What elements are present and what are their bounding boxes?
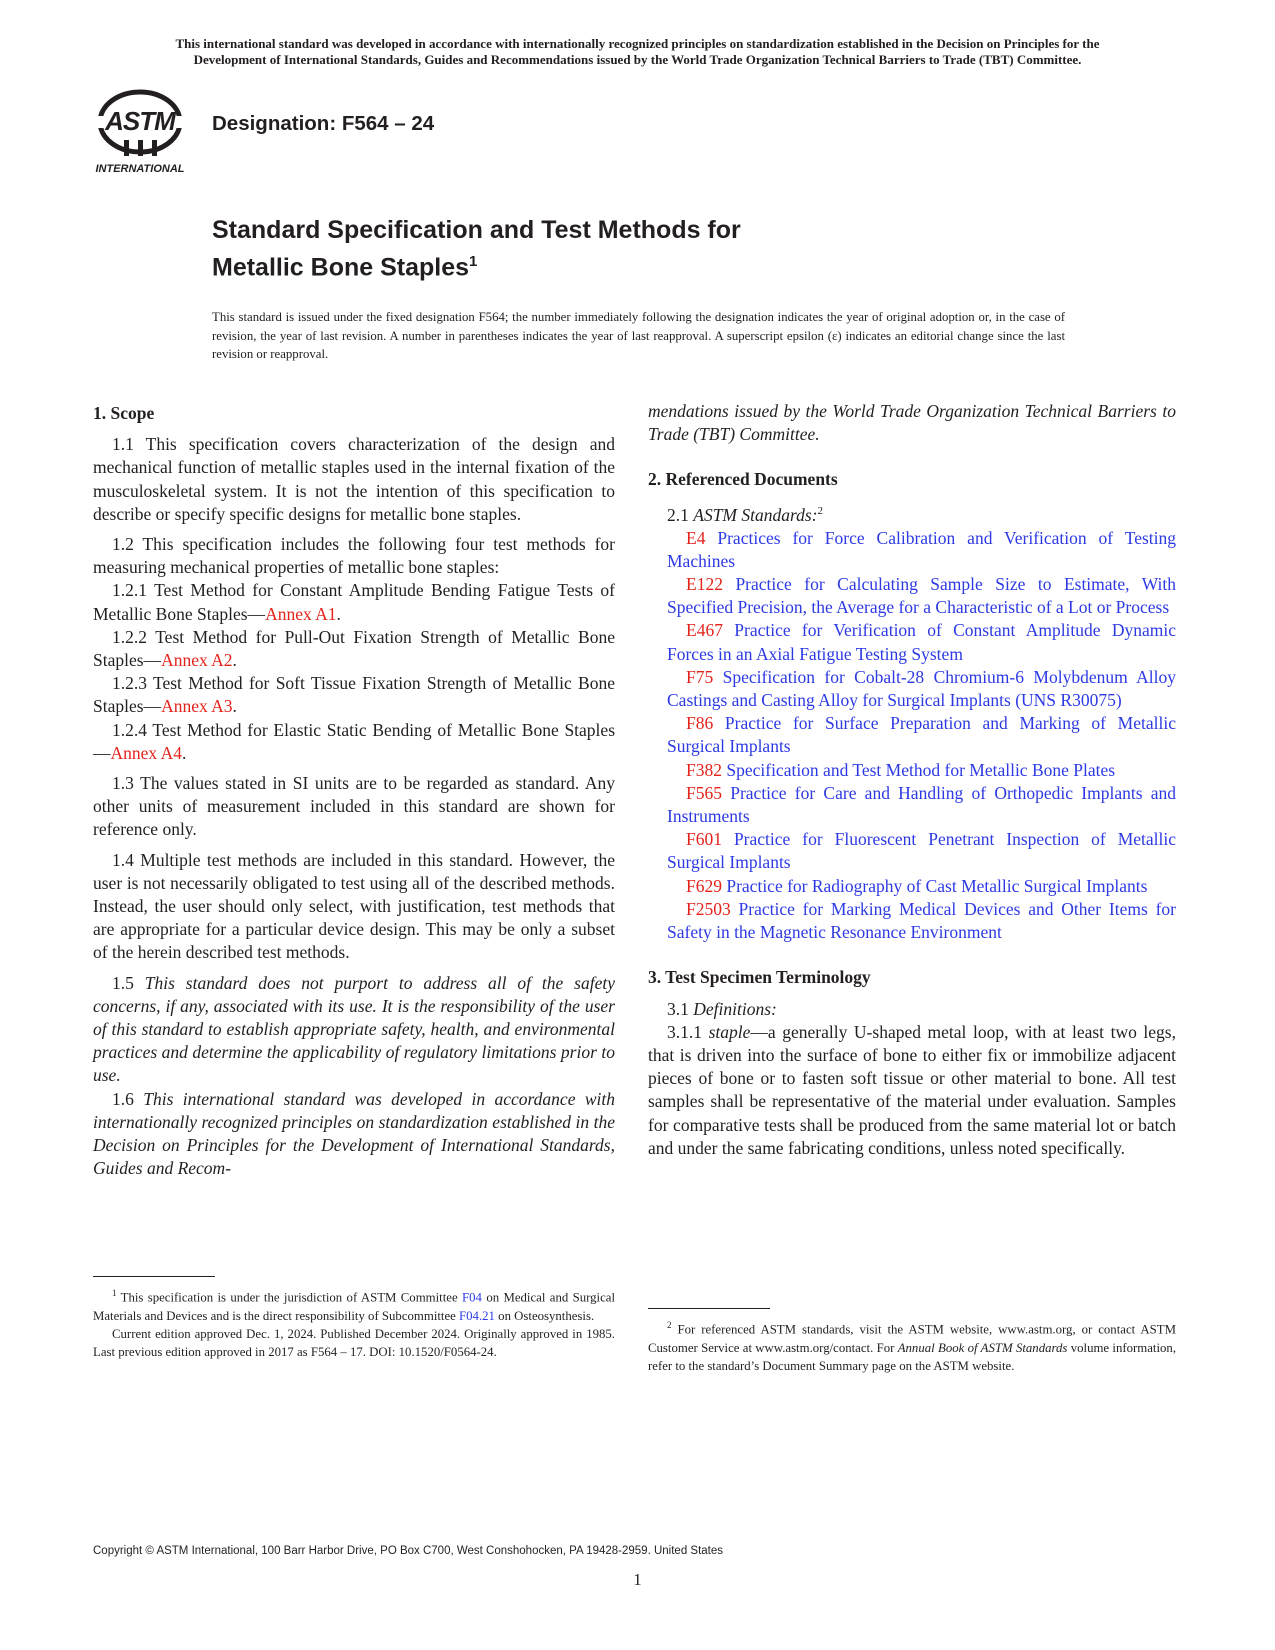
footnote-rule-left bbox=[93, 1276, 215, 1277]
reference-code[interactable]: F382 bbox=[686, 759, 722, 780]
title-footnote-mark: 1 bbox=[469, 253, 478, 270]
page-title bbox=[212, 214, 741, 283]
reference-item[interactable] bbox=[648, 527, 1176, 573]
reference-title[interactable]: Practice for Marking Medical Devices and Other Items for Safety in the Magnetic Resonance Environment bbox=[667, 898, 1177, 943]
footnote-2-mark: 2 bbox=[667, 1320, 672, 1330]
subcommittee-f04-21-link[interactable]: F04.21 bbox=[459, 1308, 495, 1323]
reference-item[interactable] bbox=[648, 898, 1176, 944]
reference-item[interactable] bbox=[648, 875, 1176, 898]
footnote-1-para bbox=[93, 1284, 615, 1325]
designation: Designation: F564 – 24 bbox=[212, 112, 435, 135]
reference-code[interactable]: F2503 bbox=[686, 898, 731, 919]
para-1-2-1: 1.2.1 Test Method for Constant Amplitude Bending Fatigue Tests of Metallic Bone Staples—Annex A1. bbox=[93, 580, 615, 624]
para-1-5 bbox=[93, 972, 615, 1088]
para-1-2-4-text: 1.2.4 Test Method for Elastic Static Bending of Metallic Bone Staples— bbox=[93, 719, 615, 763]
reference-item[interactable] bbox=[648, 573, 1176, 619]
left-column bbox=[93, 402, 615, 1181]
para-1-2-3: 1.2.3 Test Method for Soft Tissue Fixation Strength of Metallic Bone Staples—Annex A3. bbox=[93, 673, 615, 717]
para-1-4: 1.4 Multiple test methods are included in this standard. However, the user is not necessarily obligated to test using all of the described methods. Instead, the user should only select, with justification, test methods that are appropriate for a particular device design. This may be only a subset of the herein described test methods. bbox=[93, 849, 615, 963]
footnote-1-edition: Current edition approved Dec. 1, 2024. Published December 2024. Originally approved in 1985. Last previous edition approved in 2017 as F564 – 17. DOI: 10.1520/F0564-24. bbox=[93, 1326, 615, 1360]
reference-code[interactable]: F86 bbox=[686, 713, 714, 734]
title-line-1: Standard Specification and Test Methods for bbox=[212, 216, 741, 244]
astm-logo bbox=[94, 86, 192, 176]
para-1-6 bbox=[93, 1088, 615, 1181]
para-1-2-3-text: 1.2.3 Test Method for Soft Tissue Fixation Strength of Metallic Bone Staples— bbox=[93, 673, 615, 717]
footnote-1-text-b: on Medical and Surgical Materials and Devices and is the direct responsibility of Subcommittee bbox=[93, 1290, 616, 1323]
para-1-2-2: 1.2.2 Test Method for Pull-Out Fixation Strength of Metallic Bone Staples—Annex A2. bbox=[93, 626, 615, 671]
para-2-1-text: ASTM Standards: bbox=[693, 504, 818, 525]
reference-item[interactable] bbox=[648, 712, 1176, 758]
section-heading-scope: 1. Scope bbox=[93, 403, 155, 423]
annex-a1-link[interactable]: Annex A1 bbox=[265, 603, 337, 624]
footnote-2-text-a: For referenced ASTM standards, visit the ASTM website, www.astm.org, or contact ASTM Customer Service at www.astm.org/contact. For bbox=[648, 1322, 1176, 1355]
footnote-1-text-a: This specification is under the jurisdiction of ASTM Committee bbox=[120, 1290, 458, 1305]
footnote-2-para bbox=[648, 1316, 1176, 1375]
title-line-2 bbox=[212, 246, 741, 283]
footnote-2-italic: Annual Book of ASTM Standards bbox=[897, 1340, 1068, 1355]
para-3-1-num: 3.1 bbox=[667, 998, 689, 1019]
top-notice-line-1: This international standard was developed in accordance with internationally recognized principles on standardization established in the Decision on Principles for the bbox=[175, 36, 1100, 51]
astm-logo-icon bbox=[94, 86, 192, 176]
para-1-1: 1.1 This specification covers characterization of the design and mechanical function of metallic staples used in the internal fixation of the musculoskeletal system. It is not the intention of this specification to describe or specify specific designs for metallic bone staples. bbox=[93, 434, 615, 524]
footnote-2 bbox=[648, 1316, 1176, 1375]
para-1-6-continued: mendations issued by the World Trade Organization Technical Barriers to Trade (TBT) Committee. bbox=[648, 401, 1176, 445]
reference-item[interactable] bbox=[648, 759, 1176, 782]
annex-a3-link[interactable]: Annex A3 bbox=[161, 696, 233, 717]
footnote-2-text-b: volume information, refer to the standard’s Document Summary page on the ASTM website. bbox=[648, 1340, 1177, 1373]
para-2-1 bbox=[648, 500, 1176, 527]
logo-wordmark: ASTM bbox=[105, 106, 175, 136]
reference-code[interactable]: E4 bbox=[686, 527, 706, 548]
reference-title[interactable]: Specification and Test Method for Metallic Bone Plates bbox=[726, 759, 1116, 780]
reference-title[interactable]: Practice for Radiography of Cast Metallic Surgical Implants bbox=[726, 875, 1148, 896]
reference-title[interactable]: Practice for Calculating Sample Size to Estimate, With Specified Precision, the Average for a Characteristic of a Lot or Process bbox=[667, 574, 1177, 618]
para-1-2-2-text: 1.2.2 Test Method for Pull-Out Fixation Strength of Metallic Bone Staples— bbox=[93, 626, 615, 671]
reference-item[interactable] bbox=[648, 666, 1176, 712]
reference-code[interactable]: F565 bbox=[686, 782, 722, 803]
footnote-1 bbox=[93, 1284, 615, 1361]
reference-title[interactable]: Practice for Care and Handling of Orthopedic Implants and Instruments bbox=[667, 782, 1176, 827]
para-1-6-num: 1.6 bbox=[112, 1088, 134, 1109]
reference-code[interactable]: F601 bbox=[686, 829, 722, 850]
para-3-1-text: Definitions: bbox=[693, 998, 777, 1019]
staple-term: staple bbox=[708, 1021, 751, 1042]
reference-item[interactable] bbox=[648, 782, 1176, 828]
annex-a4-link[interactable]: Annex A4 bbox=[110, 742, 182, 763]
logo-subtext: INTERNATIONAL bbox=[95, 163, 185, 175]
para-1-2-4: 1.2.4 Test Method for Elastic Static Bending of Metallic Bone Staples—Annex A4. bbox=[93, 719, 615, 763]
annex-a2-link[interactable]: Annex A2 bbox=[161, 650, 233, 671]
reference-item[interactable] bbox=[648, 828, 1176, 874]
reference-title[interactable]: Practices for Force Calibration and Verification of Testing Machines bbox=[667, 527, 1177, 571]
reference-code[interactable]: E467 bbox=[686, 620, 723, 641]
footnote-1-text-c: on Osteosynthesis. bbox=[498, 1308, 595, 1323]
reference-code[interactable]: F75 bbox=[686, 666, 714, 687]
para-3-1 bbox=[648, 998, 1176, 1021]
right-column bbox=[648, 400, 1176, 1160]
top-notice bbox=[90, 36, 1185, 68]
para-2-1-footnote-mark: 2 bbox=[817, 504, 824, 517]
reference-title[interactable]: Practice for Fluorescent Penetrant Inspection of Metallic Surgical Implants bbox=[667, 829, 1177, 873]
reference-title[interactable]: Practice for Verification of Constant Amplitude Dynamic Forces in an Axial Fatigue Testing System bbox=[667, 620, 1176, 664]
reference-list bbox=[648, 527, 1176, 945]
para-1-3: 1.3 The values stated in SI units are to be regarded as standard. Any other units of measurement included in this standard are shown for reference only. bbox=[93, 773, 615, 840]
para-1-5-num: 1.5 bbox=[112, 972, 134, 993]
footnote-rule-right bbox=[648, 1308, 770, 1309]
reference-title[interactable]: Specification for Cobalt-28 Chromium-6 Molybdenum Alloy Castings and Casting Alloy for Surgical Implants (UNS R30075) bbox=[667, 666, 1176, 711]
reference-title[interactable]: Practice for Surface Preparation and Marking of Metallic Surgical Implants bbox=[667, 713, 1176, 757]
reference-code[interactable]: E122 bbox=[686, 574, 723, 595]
copyright: Copyright © ASTM International, 100 Barr Harbor Drive, PO Box C700, West Conshohocken, PA 19428-2959. United States bbox=[93, 1545, 724, 1557]
page-number: 1 bbox=[633, 1570, 642, 1589]
committee-f04-link[interactable]: F04 bbox=[462, 1290, 482, 1305]
footnote-1-mark: 1 bbox=[112, 1288, 117, 1298]
reference-item[interactable] bbox=[648, 619, 1176, 665]
para-1-2-1-text: 1.2.1 Test Method for Constant Amplitude Bending Fatigue Tests of Metallic Bone Staples— bbox=[93, 580, 615, 624]
section-heading-referenced-documents: 2. Referenced Documents bbox=[648, 469, 838, 490]
para-1-6-text: This international standard was developed in accordance with internationally recognized principles on standardization established in the Decision on Principles for the Development of International Standards, Guides and Recom- bbox=[93, 1088, 616, 1179]
para-1-5-text: This standard does not purport to address all of the safety concerns, if any, associated with its use. It is the responsibility of the user of this standard to establish appropriate safety, health, and environmental practices and determine the applicability of regulatory limitations prior to use. bbox=[93, 972, 615, 1086]
section-heading-terminology: 3. Test Specimen Terminology bbox=[648, 967, 871, 988]
issue-note: This standard is issued under the fixed designation F564; the number immediately following the designation indicates the year of original adoption or, in the case of revision, the year of last revision. A number in parentheses indicates the year of last reapproval. A superscript epsilon (ε) indicates an editorial change since the last revision or reapproval. bbox=[212, 310, 1065, 361]
title-line-2-text: Metallic Bone Staples bbox=[212, 253, 470, 282]
para-3-1-1-text: —a generally U-shaped metal loop, with at least two legs, that is driven into the surface of bone to either fix or immobilize adjacent pieces of bone or to fasten soft tissue or other material to bone. All test samples shall be representative of the material under evaluation. Samples for comparative tests shall be produced from the same material lot or batch and under the same fabricating conditions, unless noted specifically. bbox=[648, 1021, 1176, 1158]
para-3-1-1 bbox=[648, 1021, 1176, 1160]
reference-code[interactable]: F629 bbox=[686, 875, 722, 896]
para-2-1-num: 2.1 bbox=[667, 504, 689, 525]
top-notice-line-2: Development of International Standards, Guides and Recommendations issued by the World Trade Organization Technical Barriers to Trade (TBT) Committee. bbox=[193, 52, 1082, 67]
para-3-1-1-num: 3.1.1 bbox=[667, 1021, 702, 1042]
para-1-2: 1.2 This specification includes the following four test methods for measuring mechanical properties of metallic bone staples: bbox=[93, 534, 615, 578]
